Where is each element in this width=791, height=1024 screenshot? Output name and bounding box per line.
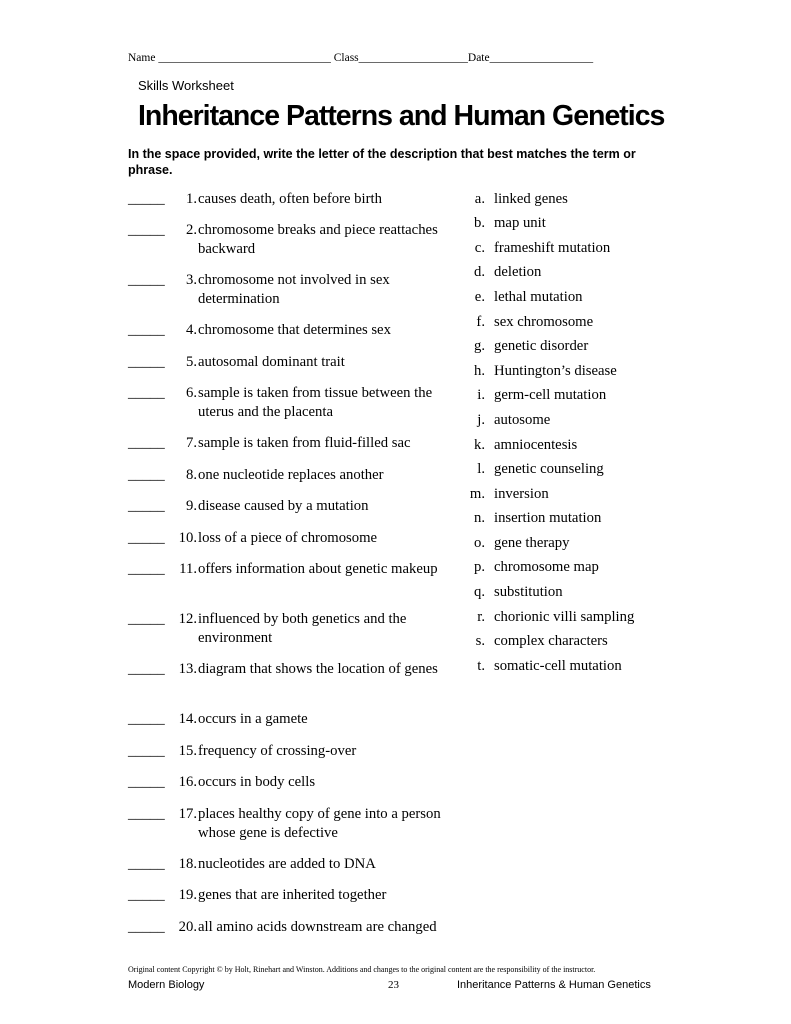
question-number: 20. (178, 919, 197, 935)
question-number: 2. (185, 222, 197, 238)
question-text: diagram that shows the location of genes (198, 661, 438, 677)
page-title: Inheritance Patterns and Human Genetics (138, 100, 665, 132)
answer-blank[interactable]: _____ (128, 711, 165, 727)
answer-blank[interactable]: _____ (128, 385, 165, 401)
answer-blank[interactable]: _____ (128, 272, 165, 288)
question-number: 15. (178, 743, 197, 759)
instructions: In the space provided, write the letter of the description that best matches the term or phrase. (128, 147, 636, 177)
answer-letter: a. (474, 191, 485, 207)
date-label: Date (467, 52, 490, 64)
question-text: one nucleotide replaces another (198, 467, 384, 483)
question-number: 7. (185, 435, 197, 451)
answer-text: sex chromosome (494, 314, 594, 330)
answer-blank[interactable]: _____ (128, 467, 165, 483)
answer-text: amniocentesis (494, 437, 578, 453)
name-label: Name (128, 52, 156, 64)
answer-text: deletion (494, 264, 542, 280)
answer-letter: p. (473, 559, 485, 575)
question-text: all amino acids downstream are changed (198, 919, 437, 935)
footer-chapter: Inheritance Patterns & Human Genetics (457, 979, 651, 991)
answer-letter: m. (469, 486, 485, 502)
answer-letter: n. (473, 510, 485, 526)
answer-letter: j. (477, 412, 485, 428)
answer-letter: o. (473, 535, 485, 551)
question-text: frequency of crossing-over (198, 743, 357, 759)
answer-text: complex characters (494, 633, 608, 649)
answer-letter: i. (477, 387, 485, 403)
answer-text: chromosome map (494, 559, 599, 575)
answer-letter: s. (475, 633, 485, 649)
answer-text: autosome (494, 412, 551, 428)
answer-text: gene therapy (494, 535, 570, 551)
question-text: nucleotides are added to DNA (198, 856, 376, 872)
question-number: 4. (185, 322, 197, 338)
answer-blank[interactable]: _____ (128, 611, 165, 627)
answer-text: linked genes (494, 191, 568, 207)
answer-blank[interactable]: _____ (128, 191, 165, 207)
name-field[interactable]: ______________________________ (158, 52, 331, 64)
answer-text: inversion (494, 486, 549, 502)
answer-blank[interactable]: _____ (128, 919, 165, 935)
question-text: sample is taken from tissue between the uterus and the placenta (198, 385, 433, 420)
answer-text: chorionic villi sampling (494, 609, 635, 625)
question-number: 11. (179, 561, 197, 577)
header-line (128, 52, 668, 68)
answer-letter: b. (473, 215, 485, 231)
answer-text: germ-cell mutation (494, 387, 607, 403)
answer-text: map unit (494, 215, 546, 231)
question-text: places healthy copy of gene into a person whose gene is defective (198, 806, 441, 841)
answer-letter: e. (474, 289, 485, 305)
answer-text: frameshift mutation (494, 240, 611, 256)
answer-letter: q. (473, 584, 485, 600)
question-number: 9. (185, 498, 197, 514)
question-text: offers information about genetic makeup (198, 561, 438, 577)
answer-text: genetic disorder (494, 338, 589, 354)
question-number: 18. (178, 856, 197, 872)
question-text: chromosome not involved in sex determination (198, 272, 390, 307)
answer-letter: f. (476, 314, 485, 330)
answer-blank[interactable]: _____ (128, 354, 165, 370)
question-number: 12. (178, 611, 197, 627)
answer-blank[interactable]: _____ (128, 774, 165, 790)
footer-course: Modern Biology (128, 979, 205, 991)
answer-text: lethal mutation (494, 289, 583, 305)
question-number: 14. (178, 711, 197, 727)
question-text: disease caused by a mutation (198, 498, 369, 514)
answer-blank[interactable]: _____ (128, 743, 165, 759)
answer-blank[interactable]: _____ (128, 435, 165, 451)
answer-letter: c. (474, 240, 485, 256)
answer-letter: d. (473, 264, 485, 280)
answer-text: substitution (494, 584, 563, 600)
answer-blank[interactable]: _____ (128, 856, 165, 872)
class-field[interactable]: ___________________ (358, 52, 468, 64)
question-text: occurs in body cells (198, 774, 316, 790)
question-number: 5. (185, 354, 197, 370)
question-text: chromosome that determines sex (198, 322, 391, 338)
answer-blank[interactable]: _____ (128, 530, 165, 546)
class-label: Class (333, 52, 359, 64)
date-field[interactable]: __________________ (489, 52, 594, 64)
answer-blank[interactable]: _____ (128, 561, 165, 577)
answer-text: genetic counseling (494, 461, 604, 477)
question-text: influenced by both genetics and the environment (198, 611, 407, 646)
answer-blank[interactable]: _____ (128, 498, 165, 514)
answer-blank[interactable]: _____ (128, 322, 165, 338)
question-number: 16. (178, 774, 197, 790)
question-number: 17. (178, 806, 197, 822)
answer-letter: r. (477, 609, 485, 625)
answer-blank[interactable]: _____ (128, 887, 165, 903)
answer-blank[interactable]: _____ (128, 661, 165, 677)
worksheet-type: Skills Worksheet (138, 78, 234, 93)
question-text: occurs in a gamete (198, 711, 308, 727)
question-text: causes death, often before birth (198, 191, 382, 207)
answer-letter: g. (473, 338, 485, 354)
page-number: 23 (388, 979, 399, 991)
answer-blank[interactable]: _____ (128, 222, 165, 238)
question-number: 10. (178, 530, 197, 546)
question-number: 8. (185, 467, 197, 483)
copyright-notice: Original content Copyright © by Holt, Rinehart and Winston. Additions and changes to the original content are the responsibility of the instructor. (128, 965, 596, 974)
answer-letter: k. (473, 437, 485, 453)
question-number: 1. (185, 191, 197, 207)
question-number: 13. (178, 661, 197, 677)
question-number: 3. (185, 272, 197, 288)
question-text: chromosome breaks and piece reattaches backward (198, 222, 438, 257)
answer-letter: h. (473, 363, 485, 379)
answer-letter: t. (477, 658, 485, 674)
answer-blank[interactable]: _____ (128, 806, 165, 822)
question-text: autosomal dominant trait (198, 354, 345, 370)
answer-text: Huntington’s disease (494, 363, 617, 379)
question-number: 6. (185, 385, 197, 401)
question-text: sample is taken from fluid-filled sac (198, 435, 411, 451)
answer-text: somatic-cell mutation (494, 658, 622, 674)
answer-text: insertion mutation (494, 510, 602, 526)
question-text: loss of a piece of chromosome (198, 530, 378, 546)
question-number: 19. (178, 887, 197, 903)
answer-letter: l. (477, 461, 485, 477)
question-text: genes that are inherited together (198, 887, 387, 903)
